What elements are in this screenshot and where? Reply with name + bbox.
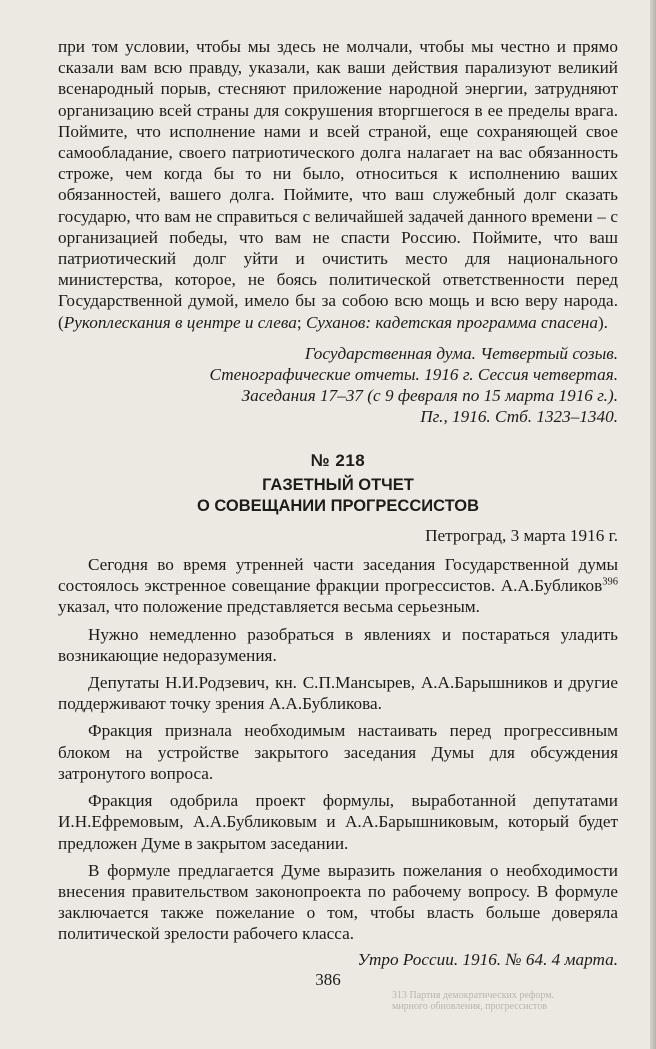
- paragraph-1: [58, 554, 618, 618]
- remark-separator: ;: [296, 312, 306, 332]
- remark-speaker: Суханов: [305, 312, 366, 332]
- speech-continuation: [58, 36, 618, 333]
- bleed-through-line-2: мирного обновления, прогрессистов: [392, 1001, 547, 1012]
- document-title: [58, 475, 618, 517]
- source-line-2: Стенографические отчеты. 1916 г. Сессия четвертая.: [209, 365, 618, 385]
- source-citation-2: Утро России. 1916. № 64. 4 марта.: [357, 949, 618, 969]
- page-edge-shadow: [650, 0, 656, 1049]
- remark-applause: Рукоплескания в центре и слева: [63, 312, 297, 332]
- bleed-through-text: [392, 990, 622, 1012]
- paragraph-2: Нужно немедленно разобраться в явлениях и постараться уладить возникающие недоразумения.: [58, 624, 618, 665]
- paragraph-6: В формуле предлагается Думе выразить пожелания о необходимости внесения правительством законопроекта по рабочему вопросу. В формуле заключается также пожелание о том, чтобы власть больше доверяла политической зрелости рабочего класса.: [58, 860, 618, 944]
- footnote-ref: 396: [602, 576, 618, 588]
- paragraph-4: Фракция признала необходимым настаивать перед прогрессивным блоком на устройстве закрытого заседания Думы для обсуждения затронутого вопроса.: [58, 721, 618, 783]
- source-line-3: Заседания 17–37 (с 9 февраля по 15 марта 1916 г.).: [241, 386, 618, 406]
- paragraph-5: Фракция одобрила проект формулы, выработанной депутатами И.Н.Ефремовым, А.А.Бубликовым и А.А.Барышниковым, который будет предложен Думе в закрытом заседании.: [58, 791, 618, 853]
- paragraph-1-end: указал, что положение представляется весьма серьезным.: [58, 597, 480, 617]
- page-body: [58, 36, 618, 970]
- source-line-1: Государственная дума. Четвертый созыв.: [304, 343, 618, 363]
- place-date: Петроград, 3 марта 1916 г.: [425, 525, 618, 545]
- page-number: 386: [315, 970, 341, 989]
- remark-text: : кадетская программа спасена: [365, 312, 598, 332]
- document-title-line-2: О СОВЕЩАНИИ ПРОГРЕССИСТОВ: [196, 496, 480, 515]
- remark-close: ).: [597, 312, 608, 332]
- source-line-4: Пг., 1916. Стб. 1323–1340.: [420, 407, 618, 427]
- source-citation-1: [58, 343, 618, 428]
- document-number: № 218: [310, 450, 366, 470]
- speech-text: при том условии, чтобы мы здесь не молчали, чтобы мы честно и прямо сказали вам всю правду, указали, как ваши действия парализуют великий всенародный порыв, стесняют приложение народной энергии, затрудняют организацию всей страны для сокрушения вторгшегося в ее пределы врага. Поймите, что исполнение нами и всей страной, еще сохраняющей свое самообладание, своего патриотического долга налагает на вас обязанность строже, чем когда бы то ни было, относиться к исполнению ваших обязанностей, вашего долга. Поймите, что ваш служебный долг сказать государю, что вам не справиться с величайшей задачей данного времени – с организацией победы, что вам не спасти Россию. Поймите, что ваш патриотический долг уйти и очистить место для национального министерства, которое, не боясь политической ответственности перед Государственной думой, имело бы за собою всю мощь и всю веру народа. (: [58, 37, 618, 332]
- document-title-line-1: ГАЗЕТНЫЙ ОТЧЕТ: [262, 475, 414, 494]
- paragraph-1-start: Сегодня во время утренней части заседания Государственной думы состоялось экстренное совещание фракции прогрессистов. А.А.Бубликов: [58, 555, 618, 596]
- paragraph-3: Депутаты Н.И.Родзевич, кн. С.П.Мансырев, А.А.Барышников и другие поддерживают точку зрения А.А.Бубликова.: [58, 673, 618, 714]
- bleed-through-line-1: 313 Партия демократических реформ.: [392, 990, 555, 1001]
